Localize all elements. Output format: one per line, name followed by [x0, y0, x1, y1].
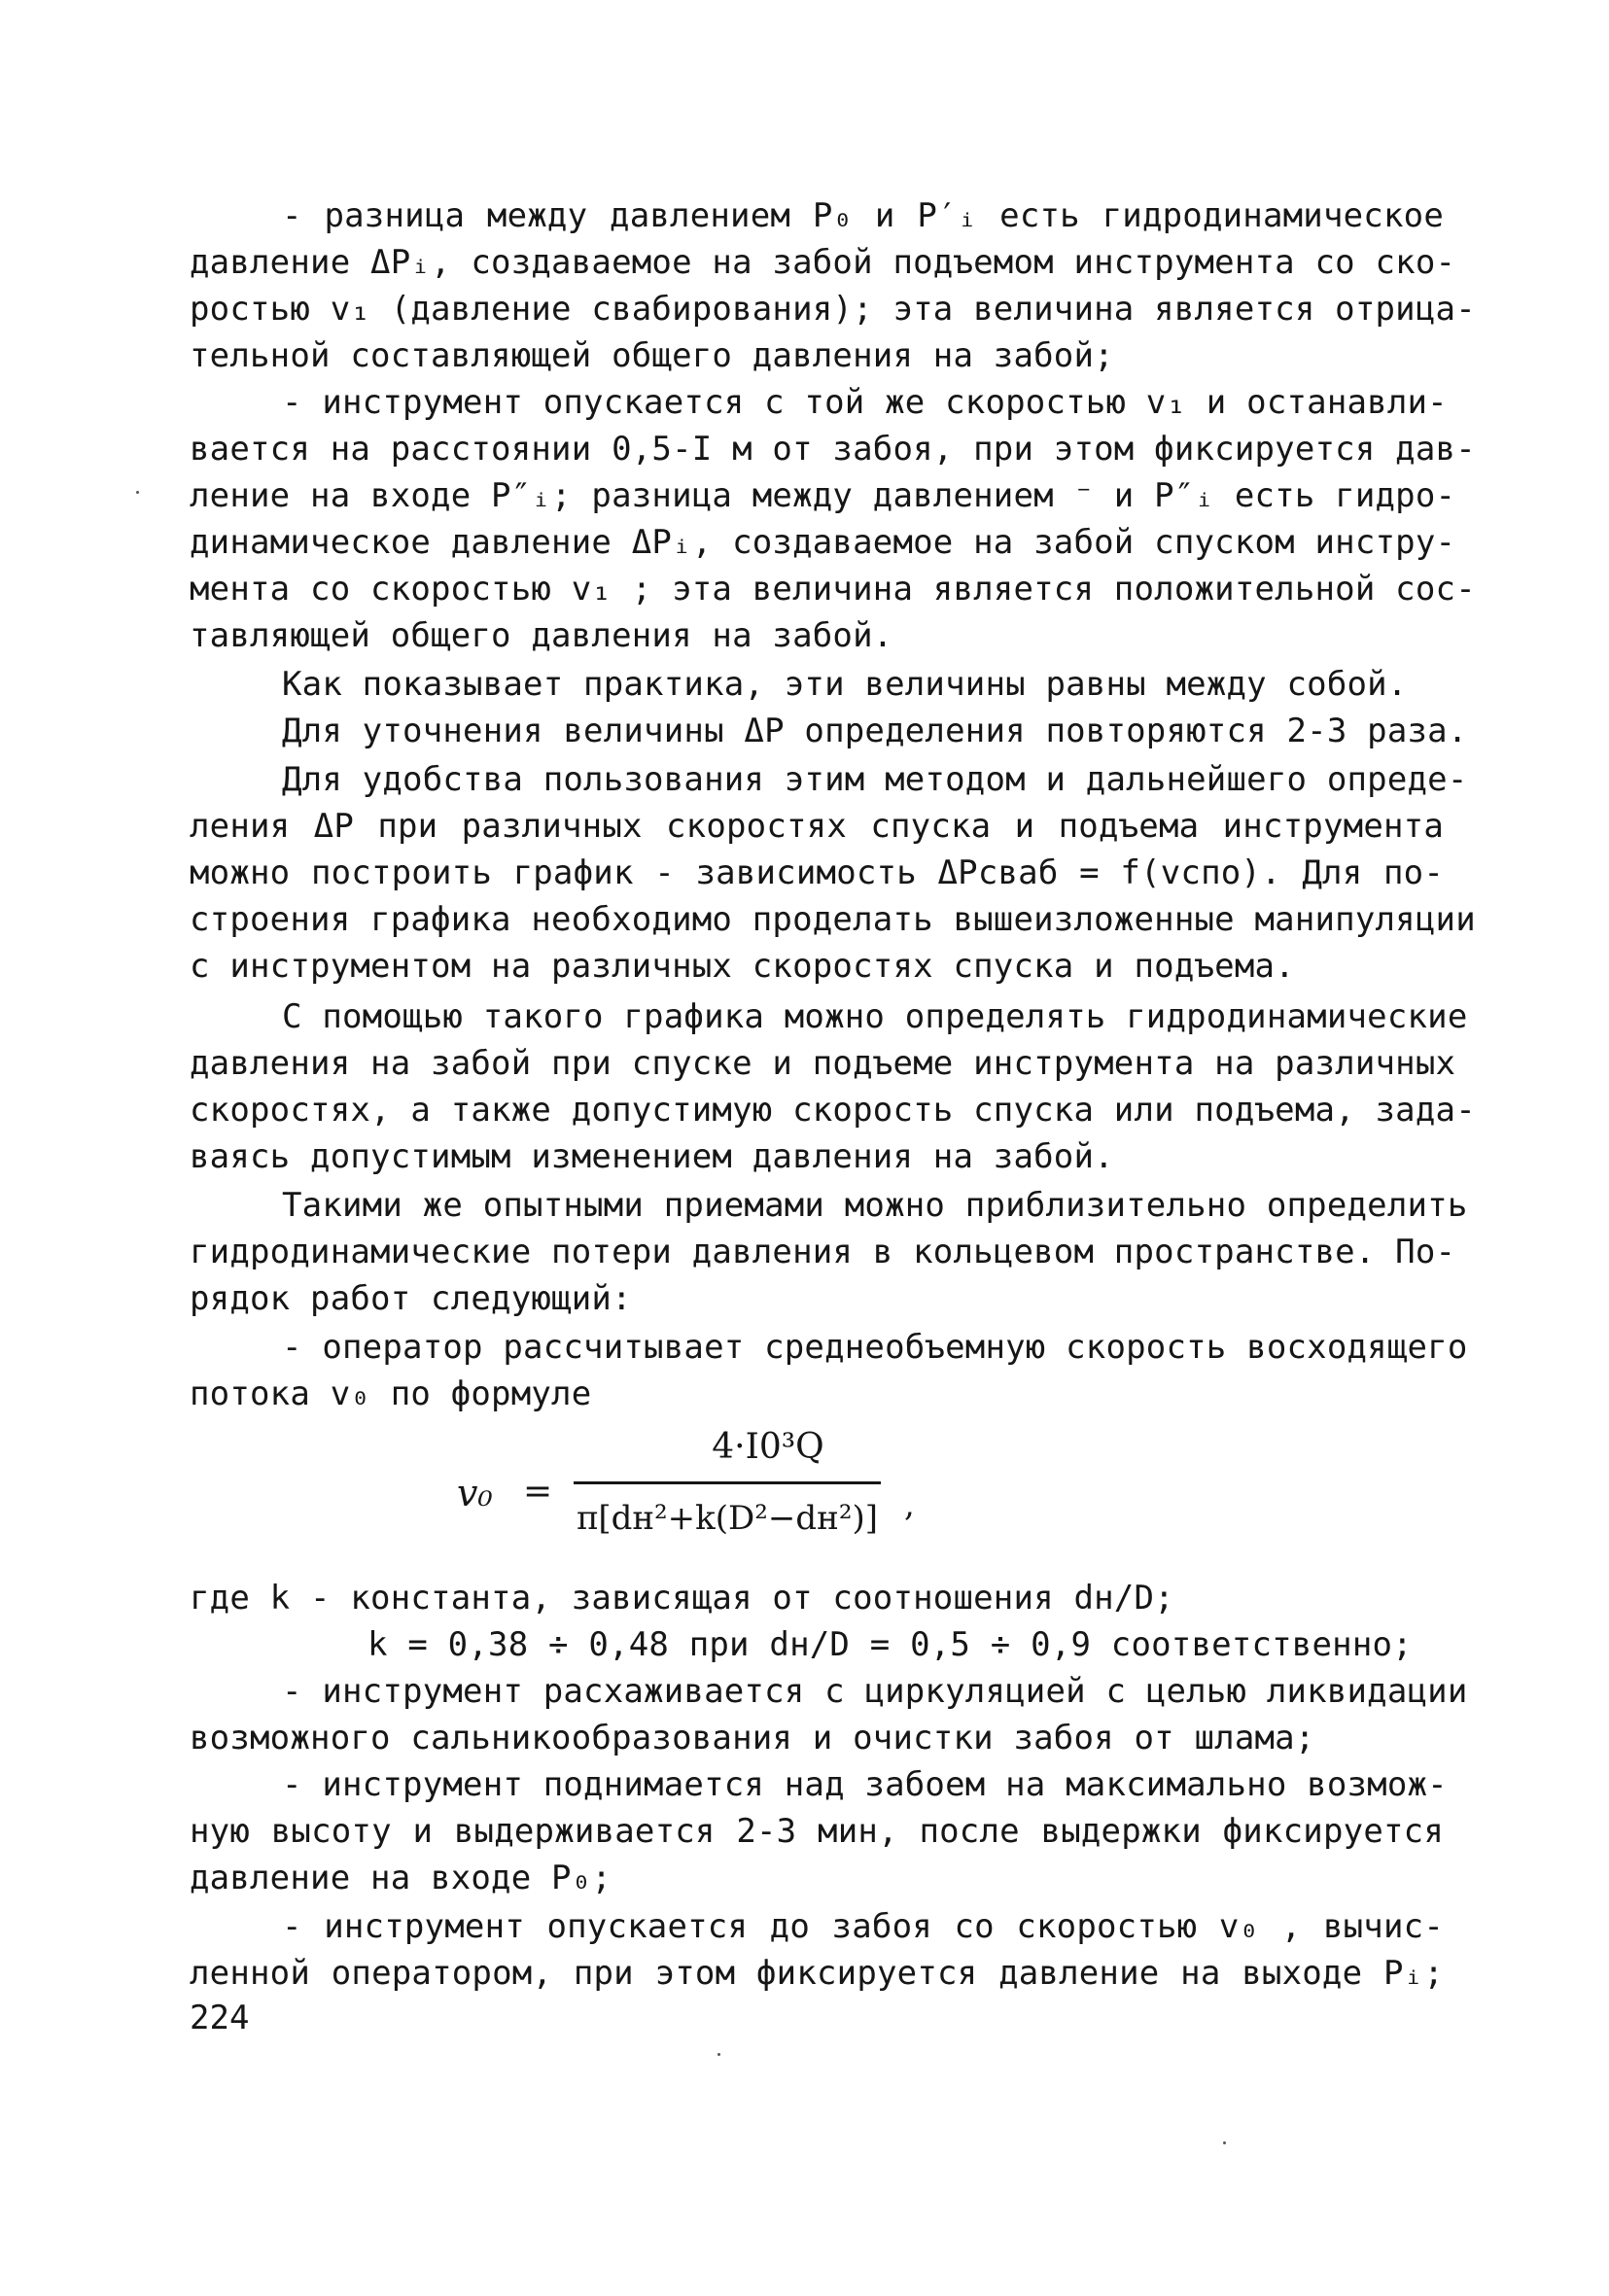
- text-line: давление ΔPᵢ, создаваемое на забой подъемом инструмента со ско-: [190, 243, 1456, 282]
- text-line: ваясь допустимым изменением давления на забой.: [190, 1137, 1114, 1176]
- text-line: можно построить график - зависимость ΔPсваб = f(vспо). Для по-: [190, 853, 1444, 892]
- scan-speck: [717, 2053, 720, 2056]
- text-line: ную высоту и выдерживается 2-3 мин, после выдержки фиксируется: [190, 1812, 1444, 1851]
- text-line: Для уточнения величины ΔP определения повторяются 2-3 раза.: [282, 712, 1468, 750]
- formula-comma: ,: [904, 1485, 915, 1524]
- formula-lhs: v₀: [457, 1472, 493, 1514]
- text-line: гидродинамические потери давления в кольцевом пространстве. По-: [190, 1233, 1456, 1271]
- text-line: динамическое давление ΔPᵢ, создаваемое на забой спуском инстру-: [190, 523, 1456, 562]
- text-line: Такими же опытными приемами можно приблизительно определить: [282, 1186, 1468, 1225]
- text-line: ростью v₁ (давление свабирования); эта величина является отрица-: [190, 290, 1476, 329]
- text-line: вается на расстоянии 0,5-I м от забоя, при этом фиксируется дав-: [190, 430, 1476, 469]
- text-line: рядок работ следующий:: [190, 1279, 632, 1318]
- text-line: Как показывает практика, эти величины равны между собой.: [282, 665, 1408, 704]
- text-line: k = 0,38 ÷ 0,48 при dн/D = 0,5 ÷ 0,9 соответственно;: [367, 1625, 1413, 1664]
- text-line: ление на входе P″ᵢ; разница между давлением ⁻ и P″ᵢ есть гидро-: [190, 476, 1456, 515]
- text-line: ленной оператором, при этом фиксируется давление на выходе Pᵢ;: [190, 1954, 1444, 1993]
- text-line: тельной составляющей общего давления на забой;: [190, 336, 1114, 375]
- fraction-bar: [574, 1481, 881, 1484]
- text-line: С помощью такого графика можно определять гидродинамические: [282, 997, 1468, 1036]
- text-line: давление на входе P₀;: [190, 1859, 612, 1897]
- text-line: Для удобства пользования этим методом и дальнейшего опреде-: [282, 760, 1468, 799]
- page-number: 224: [190, 1999, 250, 2037]
- formula-denominator: π[dн²+k(D²−dн²)]: [577, 1499, 878, 1538]
- text-line: - разница между давлением P₀ и P′ᵢ есть гидродинамическое: [282, 196, 1444, 235]
- scan-speck: [136, 491, 139, 494]
- text-line: с инструментом на различных скоростях спуска и подъема.: [190, 947, 1295, 986]
- scan-speck: [1223, 2141, 1226, 2144]
- text-line: - инструмент расхаживается с циркуляцией с целью ликвидации: [282, 1672, 1468, 1711]
- text-line: - оператор рассчитывает среднеобъемную скорость восходящего: [282, 1328, 1468, 1367]
- formula-numerator: 4·I0³Q: [712, 1427, 824, 1467]
- text-line: тавляющей общего давления на забой.: [190, 616, 893, 655]
- text-line: где k - константа, зависящая от соотношения dн/D;: [190, 1579, 1174, 1618]
- text-line: мента со скоростью v₁ ; эта величина является положительной сос-: [190, 570, 1476, 609]
- text-line: возможного сальникообразования и очистки забоя от шлама;: [190, 1719, 1315, 1757]
- velocity-formula: [457, 1427, 962, 1573]
- formula-equals: =: [523, 1472, 553, 1512]
- text-line: строения графика необходимо проделать вышеизложенные манипуляции: [190, 900, 1476, 939]
- text-line: скоростях, а также допустимую скорость спуска или подъема, зада-: [190, 1091, 1476, 1130]
- text-line: ления ΔP при различных скоростях спуска и подъема инструмента: [190, 807, 1444, 846]
- text-line: - инструмент опускается до забоя со скоростью v₀ , вычис-: [282, 1907, 1444, 1946]
- text-line: - инструмент поднимается над забоем на максимально возмож-: [282, 1765, 1448, 1804]
- text-line: - инструмент опускается с той же скоростью v₁ и останавли-: [282, 383, 1448, 422]
- text-line: потока v₀ по формуле: [190, 1374, 592, 1413]
- text-line: давления на забой при спуске и подъеме инструмента на различных: [190, 1044, 1456, 1083]
